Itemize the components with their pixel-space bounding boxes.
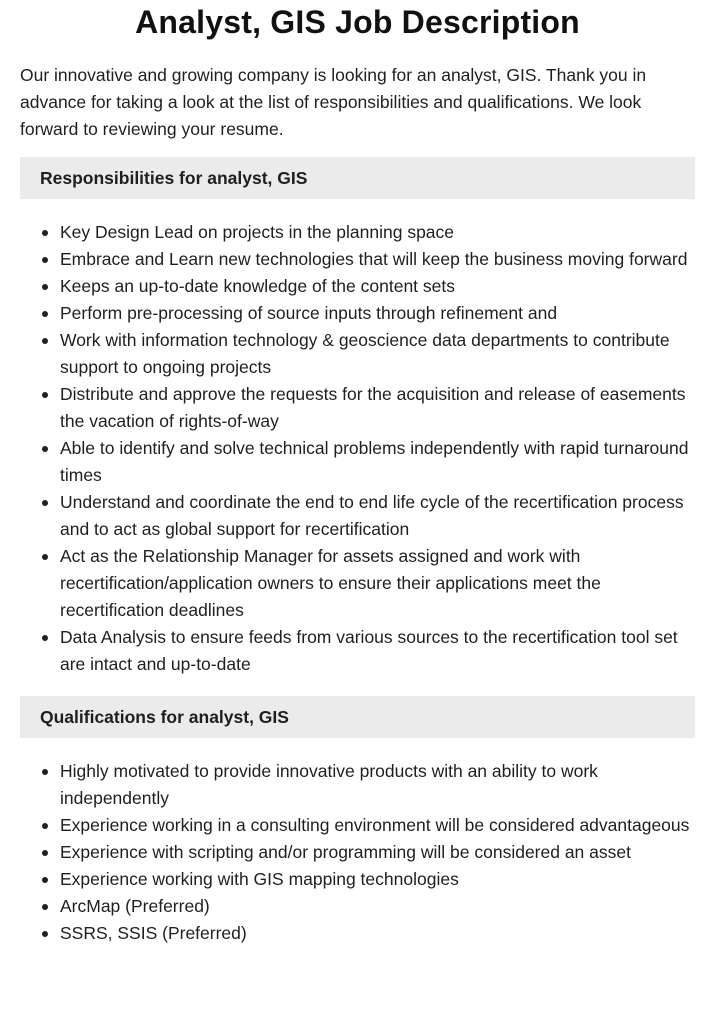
- qualifications-heading: Qualifications for analyst, GIS: [20, 696, 695, 738]
- intro-paragraph: Our innovative and growing company is looking for an analyst, GIS. Thank you in advance for taking a look at the list of responsibilities and qualifications. We look forward to reviewing your resume.: [20, 65, 647, 139]
- list-item: Keeps an up-to-date knowledge of the content sets: [60, 273, 695, 300]
- list-item: Act as the Relationship Manager for assets assigned and work with recertification/application owners to ensure their applications meet the recertification deadlines: [60, 543, 695, 624]
- qualifications-list: [20, 758, 695, 947]
- list-item: Understand and coordinate the end to end life cycle of the recertification process and to act as global support for recertification: [60, 489, 695, 543]
- list-item: Able to identify and solve technical problems independently with rapid turnaround times: [60, 435, 695, 489]
- list-item: Work with information technology & geoscience data departments to contribute support to ongoing projects: [60, 327, 695, 381]
- list-item: ArcMap (Preferred): [60, 893, 695, 920]
- list-item: Perform pre-processing of source inputs through refinement and: [60, 300, 695, 327]
- list-item: Experience working in a consulting environment will be considered advantageous: [60, 812, 695, 839]
- list-item: Embrace and Learn new technologies that will keep the business moving forward: [60, 246, 695, 273]
- list-item: Experience working with GIS mapping technologies: [60, 866, 695, 893]
- page-title: Analyst, GIS Job Description: [135, 4, 580, 40]
- list-item: Data Analysis to ensure feeds from various sources to the recertification tool set are intact and up-to-date: [60, 624, 695, 678]
- responsibilities-list: [20, 219, 695, 678]
- list-item: Distribute and approve the requests for the acquisition and release of easements the vacation of rights-of-way: [60, 381, 695, 435]
- list-item: Key Design Lead on projects in the planning space: [60, 219, 695, 246]
- list-item: Experience with scripting and/or programming will be considered an asset: [60, 839, 695, 866]
- list-item: Highly motivated to provide innovative products with an ability to work independently: [60, 758, 695, 812]
- list-item: SSRS, SSIS (Preferred): [60, 920, 695, 947]
- responsibilities-heading: Responsibilities for analyst, GIS: [20, 157, 695, 199]
